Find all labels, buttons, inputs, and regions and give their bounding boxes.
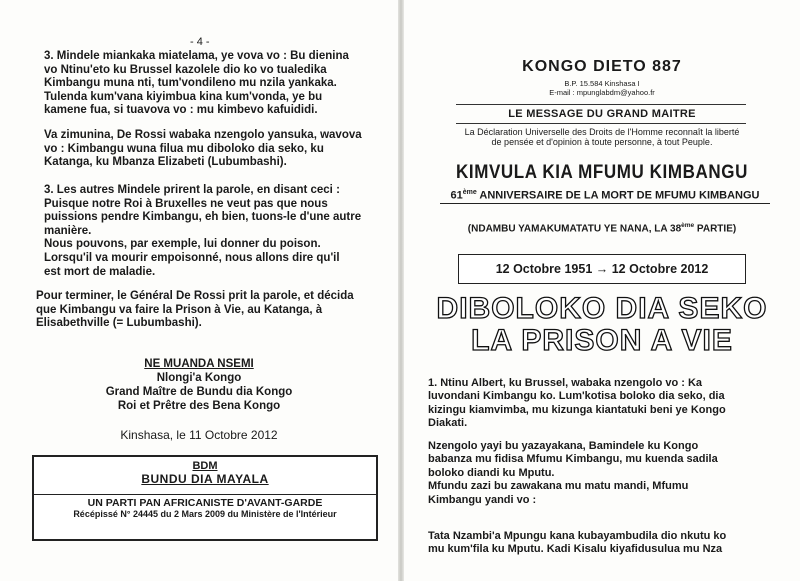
text-line: manière. — [44, 224, 92, 237]
signature-block — [0, 357, 398, 413]
big-title-line-2: LA PRISON A VIE — [471, 324, 733, 357]
superscript: ème — [681, 222, 695, 229]
left-page — [0, 0, 398, 581]
text-line: Nzengolo yayi bu yazayakana, Bamindele ku Kongo — [428, 440, 699, 452]
ndambu-text: (NDAMBU YAMAKUMATATU YE NANA, LA 38 — [467, 223, 682, 235]
text-line: puissions pendre Kimbangu, eh bien, tuons-le d'une autre — [44, 211, 362, 224]
text-line: 3. Mindele miankaka miatelama, ye vova vo : Bu dienina — [44, 50, 349, 62]
text-line: kizingu kiamvimba, mu kizunga kiantatuki beni ye Kongo — [428, 403, 726, 416]
right-paragraph-1 — [428, 377, 778, 431]
ndambu-subtitle — [404, 222, 800, 234]
signature-title: Grand Maître de Bundu dia Kongo — [105, 386, 293, 398]
text-line: Va zimunina, De Rossi wabaka nzengolo yansuka, wavova — [44, 129, 362, 141]
bdm-abbr: BDM — [192, 460, 218, 472]
declaration — [424, 127, 780, 147]
address-email: E-mail : mpunglabdm@yahoo.fr — [549, 88, 655, 97]
bdm-tagline: UN PARTI PAN AFRICANISTE D'AVANT-GARDE — [34, 494, 376, 509]
address-bp: B.P. 15.584 Kinshasa I — [564, 79, 640, 88]
text-line: de pensée et d'opinion à toute personne, à tout Peuple. — [491, 137, 713, 147]
text-line: La Déclaration Universelle des Droits de l'Homme reconnaît la liberté — [464, 127, 740, 137]
text-line: Tulenda kum'vana kiyimbua kina kum'vonda, ye bu — [44, 90, 323, 103]
left-paragraph-1 — [44, 50, 374, 118]
signature-title: Nlongi'a Kongo — [156, 372, 242, 384]
text-line: Nous pouvons, par exemple, lui donner du poison. — [44, 238, 321, 251]
text-line: Lorsqu'il va mourir empoisonné, nous allons dire qu'il — [44, 251, 340, 264]
text-line: Mfundu zazi bu zawakana mu matu mandi, Mfumu — [428, 480, 689, 493]
anniversary-heading — [440, 189, 770, 204]
text-line: Tata Nzambi'a Mpungu kana kubayambudila dio nkutu ko — [428, 530, 727, 542]
text-line: Katanga, ku Mbanza Elizabeti (Lubumbashi). — [44, 156, 287, 169]
kimvula-heading: KIMVULA KIA MFUMU KIMBANGU — [456, 160, 748, 183]
bdm-party-box — [32, 455, 378, 541]
divider — [456, 123, 746, 124]
superscript: ème — [462, 189, 477, 196]
bdm-receipt: Récépissé N° 24445 du 2 Mars 2009 du Ministère de l'Intérieur — [73, 509, 337, 519]
text-line: babanza mu fidisa Mfumu Kimbangu, mu kuenda sadila — [428, 453, 718, 466]
signature-name: NE MUANDA NSEMI — [144, 358, 254, 370]
text-line: vo Ntinu'eto ku Brussel kazolele dio ko vo tualedika — [44, 63, 327, 76]
date-range-box: 12 Octobre 1951 → 12 Octobre 2012 — [458, 254, 746, 284]
big-title-line-1: DIBOLOKO DIA SEKO — [436, 292, 768, 325]
page-number: - 4 - — [190, 36, 210, 48]
bdm-name: BUNDU DIA MAYALA — [141, 472, 269, 486]
right-paragraph-3 — [428, 530, 778, 557]
text-line: 1. Ntinu Albert, ku Brussel, wabaka nzengolo vo : Ka — [428, 377, 703, 389]
message-title: LE MESSAGE DU GRAND MAITRE — [508, 108, 696, 120]
divider — [456, 104, 746, 105]
signature-title: Roi et Prêtre des Bena Kongo — [117, 400, 281, 412]
anniversary-text: ANNIVERSAIRE DE LA MORT DE MFUMU KIMBANGU — [476, 189, 760, 202]
right-paragraph-2 — [428, 440, 778, 507]
text-line: luvondani Kimbangu ko. Lum'kotisa boloko dia seko, dia — [428, 390, 725, 403]
text-line: Elisabethville (= Lubumbashi). — [36, 317, 202, 330]
text-line: kamene fua, si tuavova vo : mu kimbevo kafuididi. — [44, 104, 318, 117]
text-line: 3. Les autres Mindele prirent la parole, en disant ceci : — [44, 184, 340, 196]
text-line: Pour terminer, le Général De Rossi prit la parole, et décida — [36, 290, 354, 302]
right-page — [404, 0, 800, 581]
text-line: Diakati. — [428, 417, 468, 430]
left-paragraph-4 — [36, 290, 376, 331]
left-paragraph-2 — [44, 129, 374, 170]
text-line: vo : Kimbangu wuna filua mu diboloko dia seko, ku — [44, 142, 324, 155]
header-title: KONGO DIETO 887 — [522, 58, 682, 75]
text-line: Kimbangu yandi vo : — [428, 493, 537, 506]
text-line: boloko diandi ku Mputu. — [428, 466, 555, 479]
text-line: Kimbangu muna nti, tum'vondileno mu nzila yankaka. — [44, 77, 337, 90]
left-paragraph-3 — [44, 184, 374, 279]
text-line: mu kum'fila ku Mputu. Kadi Kisalu kiyafidusulua mu Nza — [428, 543, 723, 556]
anniversary-number: 61 — [450, 189, 463, 202]
text-line: que Kimbangu va faire la Prison à Vie, au Katanga, à — [36, 303, 323, 316]
text-line: est mort de maladie. — [44, 265, 156, 278]
signature-place-date: Kinshasa, le 11 Octobre 2012 — [120, 428, 278, 442]
text-line: Puisque notre Roi à Bruxelles ne veut pas que nous — [44, 197, 328, 210]
ndambu-end: PARTIE) — [694, 223, 737, 235]
